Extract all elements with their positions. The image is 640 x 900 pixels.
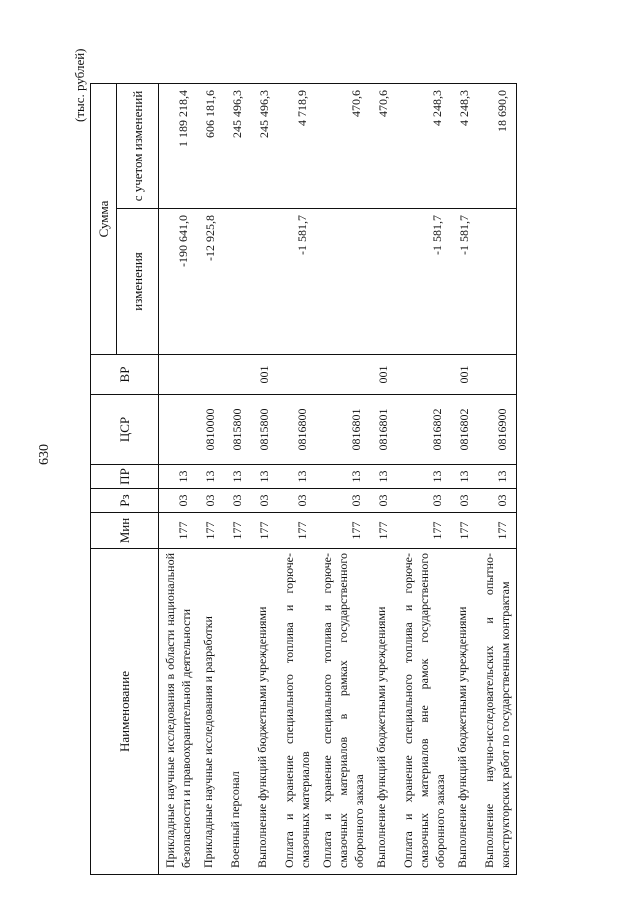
row-vr bbox=[159, 355, 198, 395]
row-pr: 13 bbox=[478, 465, 517, 489]
row-pr: 13 bbox=[451, 465, 478, 489]
row-change: -1 581,7 bbox=[278, 209, 316, 355]
row-pr: 13 bbox=[251, 465, 278, 489]
row-name: Оплата и хранение специального топлива и горюче-смазочных материалов в рамках государственного оборонного заказа bbox=[316, 549, 370, 875]
row-csr: 0815800 bbox=[224, 395, 251, 465]
header-sum: Сумма bbox=[91, 84, 117, 355]
row-change: -1 581,7 bbox=[397, 209, 451, 355]
row-change bbox=[370, 209, 397, 355]
row-total: 4 248,3 bbox=[397, 84, 451, 209]
row-csr: 0816900 bbox=[478, 395, 517, 465]
row-min: 177 bbox=[197, 513, 224, 549]
row-min: 177 bbox=[370, 513, 397, 549]
header-rz: Рз bbox=[91, 489, 159, 513]
table-row bbox=[316, 84, 370, 875]
row-rz: 03 bbox=[159, 489, 198, 513]
budget-table bbox=[90, 83, 517, 875]
row-name: Выполнение функций бюджетными учреждениями bbox=[251, 549, 278, 875]
row-change bbox=[478, 209, 517, 355]
row-name: Выполнение научно-исследовательских и опытно-конструкторских работ по государственным контрактам bbox=[478, 549, 517, 875]
row-change: -12 925,8 bbox=[197, 209, 224, 355]
row-rz: 03 bbox=[451, 489, 478, 513]
row-rz: 03 bbox=[316, 489, 370, 513]
row-csr: 0815800 bbox=[251, 395, 278, 465]
row-min: 177 bbox=[478, 513, 517, 549]
row-csr bbox=[159, 395, 198, 465]
row-pr: 13 bbox=[159, 465, 198, 489]
table-row bbox=[197, 84, 224, 875]
header-csr: ЦСР bbox=[91, 395, 159, 465]
row-total: 1 189 218,4 bbox=[159, 84, 198, 209]
row-change bbox=[316, 209, 370, 355]
header-name: Наименование bbox=[91, 549, 159, 875]
row-name: Прикладные научные исследования и разработки bbox=[197, 549, 224, 875]
row-pr: 13 bbox=[278, 465, 316, 489]
row-vr bbox=[316, 355, 370, 395]
row-vr: 001 bbox=[370, 355, 397, 395]
row-change: -1 581,7 bbox=[451, 209, 478, 355]
page-number: 630 bbox=[37, 444, 52, 465]
row-min: 177 bbox=[251, 513, 278, 549]
row-total: 4 248,3 bbox=[451, 84, 478, 209]
row-csr: 0816800 bbox=[278, 395, 316, 465]
row-rz: 03 bbox=[397, 489, 451, 513]
row-name: Оплата и хранение специального топлива и горюче-смазочных материалов вне рамок государственного оборонного заказа bbox=[397, 549, 451, 875]
row-name: Прикладные научные исследования в области национальной безопасности и правоохранительной деятельности bbox=[159, 549, 198, 875]
table-row bbox=[370, 84, 397, 875]
row-rz: 03 bbox=[478, 489, 517, 513]
row-rz: 03 bbox=[370, 489, 397, 513]
row-csr: 0816802 bbox=[397, 395, 451, 465]
header-with-change: с учетом изменений bbox=[117, 84, 159, 209]
table-row bbox=[251, 84, 278, 875]
row-rz: 03 bbox=[224, 489, 251, 513]
row-change bbox=[224, 209, 251, 355]
row-pr: 13 bbox=[316, 465, 370, 489]
row-pr: 13 bbox=[197, 465, 224, 489]
row-csr: 0810000 bbox=[197, 395, 224, 465]
units-caption: (тыс. рублей) bbox=[72, 48, 87, 122]
row-vr bbox=[478, 355, 517, 395]
table-row bbox=[451, 84, 478, 875]
header-min: Мин bbox=[91, 513, 159, 549]
row-name: Оплата и хранение специального топлива и горюче-смазочных материалов bbox=[278, 549, 316, 875]
row-name: Выполнение функций бюджетными учреждениями bbox=[370, 549, 397, 875]
header-change: изменения bbox=[117, 209, 159, 355]
row-total: 470,6 bbox=[316, 84, 370, 209]
row-vr bbox=[197, 355, 224, 395]
row-change: -190 641,0 bbox=[159, 209, 198, 355]
row-total: 470,6 bbox=[370, 84, 397, 209]
row-pr: 13 bbox=[370, 465, 397, 489]
row-rz: 03 bbox=[251, 489, 278, 513]
row-total: 18 690,0 bbox=[478, 84, 517, 209]
row-min: 177 bbox=[278, 513, 316, 549]
row-rz: 03 bbox=[197, 489, 224, 513]
row-vr: 001 bbox=[451, 355, 478, 395]
row-min: 177 bbox=[397, 513, 451, 549]
row-pr: 13 bbox=[397, 465, 451, 489]
row-min: 177 bbox=[159, 513, 198, 549]
row-name: Выполнение функций бюджетными учреждениями bbox=[451, 549, 478, 875]
table-row bbox=[478, 84, 517, 875]
row-pr: 13 bbox=[224, 465, 251, 489]
row-name: Военный персонал bbox=[224, 549, 251, 875]
table-row bbox=[397, 84, 451, 875]
row-total: 4 718,9 bbox=[278, 84, 316, 209]
row-csr: 0816801 bbox=[316, 395, 370, 465]
row-csr: 0816802 bbox=[451, 395, 478, 465]
row-min: 177 bbox=[316, 513, 370, 549]
row-change bbox=[251, 209, 278, 355]
row-total: 606 181,6 bbox=[197, 84, 224, 209]
row-vr bbox=[224, 355, 251, 395]
header-vr: ВР bbox=[91, 355, 159, 395]
row-vr: 001 bbox=[251, 355, 278, 395]
row-min: 177 bbox=[224, 513, 251, 549]
table-row bbox=[278, 84, 316, 875]
row-vr bbox=[397, 355, 451, 395]
row-min: 177 bbox=[451, 513, 478, 549]
row-vr bbox=[278, 355, 316, 395]
row-total: 245 496,3 bbox=[251, 84, 278, 209]
row-total: 245 496,3 bbox=[224, 84, 251, 209]
row-csr: 0816801 bbox=[370, 395, 397, 465]
table-row bbox=[159, 84, 198, 875]
row-rz: 03 bbox=[278, 489, 316, 513]
table-row bbox=[224, 84, 251, 875]
header-pr: ПР bbox=[91, 465, 159, 489]
table-body bbox=[159, 84, 517, 875]
